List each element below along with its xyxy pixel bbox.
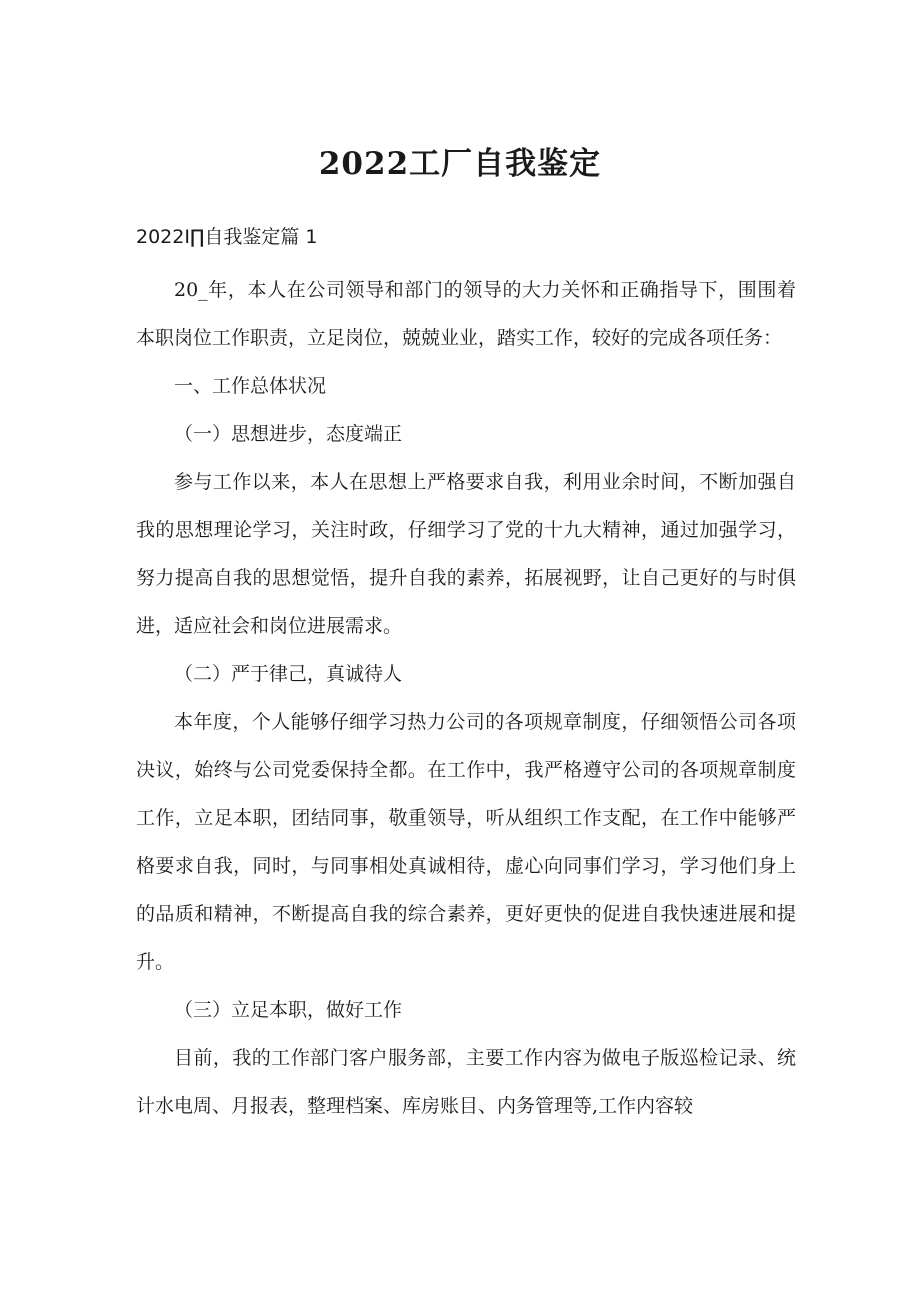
subheading-discipline: （二）严于律己，真诚待人 xyxy=(174,663,403,685)
subheading-work: （三）立足本职，做好工作 xyxy=(174,999,403,1021)
subheading-thought: （一）思想进步，态度端正 xyxy=(174,423,403,445)
section-heading: 2022I∏自我鉴定篇 1 xyxy=(136,226,318,248)
paragraph-work: 目前，我的工作部门客户服务部，主要工作内容为做电子版巡检记录、统计水电周、月报表，整理档案、库房账目、内务管理等,工作内容较 xyxy=(136,1047,796,1117)
paragraph-thought: 参与工作以来，本人在思想上严格要求自我，利用业余时间，不断加强自我的思想理论学习，关注时政，仔细学习了党的十九大精神，通过加强学习，努力提高自我的思想觉悟，提升自我的素养，拓展视野，让自己更好的与时俱进，适应社会和岗位进展需求。 xyxy=(136,471,796,637)
document-title: 2022工厂自我鉴定 xyxy=(318,146,602,182)
document-body xyxy=(136,266,796,1130)
paragraph-discipline: 本年度，个人能够仔细学习热力公司的各项规章制度，仔细领悟公司各项决议，始终与公司党委保持全都。在工作中，我严格遵守公司的各项规章制度工作，立足本职，团结同事，敬重领导，听从组织工作支配，在工作中能够严格要求自我，同时，与同事相处真诚相待，虚心向同事们学习，学习他们身上的品质和精神，不断提高自我的综合素养，更好更快的促进自我快速进展和提升。 xyxy=(136,711,796,973)
heading-overall-status: 一、工作总体状况 xyxy=(174,375,327,397)
paragraph-intro: 20_年，本人在公司领导和部门的领导的大力关怀和正确指导下，围围着本职岗位工作职责，立足岗位，兢兢业业，踏实工作，较好的完成各项任务： xyxy=(136,279,796,349)
